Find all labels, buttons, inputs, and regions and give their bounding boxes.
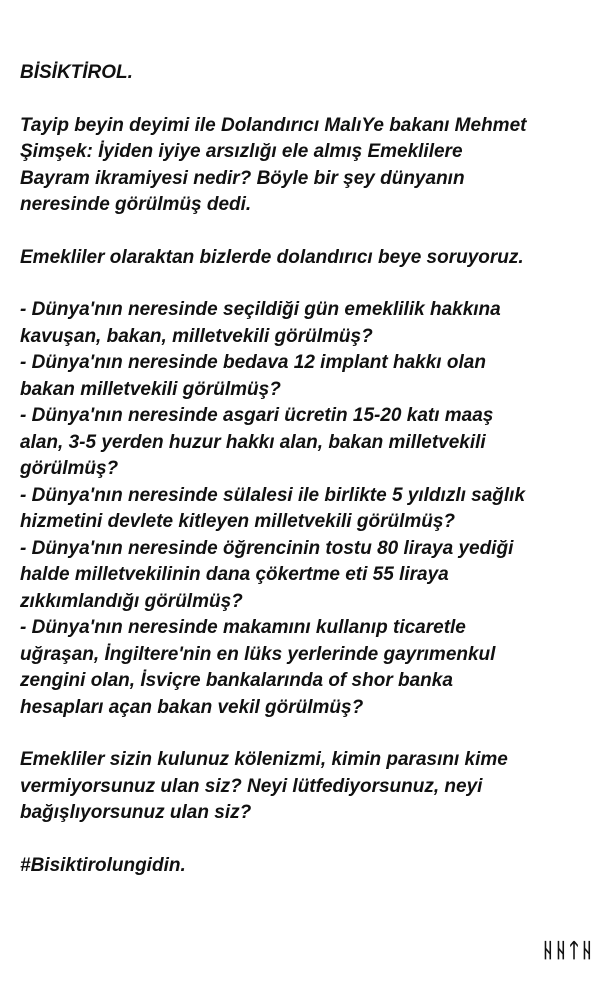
paragraph-question-lead xyxy=(20,245,600,272)
signature: ᚺᚺᛏᚺ xyxy=(542,938,594,962)
text-line: - Dünya'nın neresinde asgari ücretin 15-20 katı maaş xyxy=(20,405,494,426)
text-line: halde milletvekilinin dana çökertme eti 55 liraya xyxy=(20,564,449,585)
text-line: - Dünya'nın neresinde bedava 12 implant hakkı olan xyxy=(20,352,486,373)
text-line: neresinde görülmüş dedi. xyxy=(20,194,252,215)
text-line: Emekliler sizin kulunuz kölenizmi, kimin parasını kime xyxy=(20,749,508,770)
text-line: Bayram ikramiyesi nedir? Böyle bir şey dünyanın xyxy=(20,167,465,189)
text-line: vermiyorsunuz ulan siz? Neyi lütfediyorsunuz, neyi xyxy=(20,775,483,797)
text-line: Şimşek: İyiden iyiye arsızlığı ele almış Emeklilere xyxy=(20,141,463,162)
text-line: uğraşan, İngiltere'nin en lüks yerlerinde gayrımenkul xyxy=(20,643,496,665)
document-body xyxy=(20,60,600,905)
text-line: bağışlıyorsunuz ulan siz? xyxy=(20,802,252,823)
text-line: hesapları açan bakan vekil görülmüş? xyxy=(20,696,364,718)
document-title xyxy=(20,60,600,87)
text-line: - Dünya'nın neresinde sülalesi ile birlikte 5 yıldızlı sağlık xyxy=(20,484,526,506)
text-line: kavuşan, bakan, milletvekili görülmüş? xyxy=(20,325,373,347)
paragraph-closing xyxy=(20,747,600,827)
paragraph-hashtag xyxy=(20,853,600,880)
text-line: Emekliler olaraktan bizlerde dolandırıcı beye soruyoruz. xyxy=(20,246,524,268)
text-line: - Dünya'nın neresinde makamını kullanıp ticaretle xyxy=(20,617,466,638)
paragraph-questions xyxy=(20,297,600,721)
title-line: BİSİKTİROL. xyxy=(20,62,133,83)
text-line: - Dünya'nın neresinde öğrencinin tostu 80 liraya yediği xyxy=(20,537,514,559)
text-line: hizmetini devlete kitleyen milletvekili görülmüş? xyxy=(20,511,456,532)
hashtag-line: #Bisiktirolungidin. xyxy=(20,854,186,876)
text-line: zengini olan, İsviçre bankalarında of shor banka xyxy=(20,670,453,691)
text-line: alan, 3-5 yerden huzur hakkı alan, bakan milletvekili xyxy=(20,431,486,453)
paragraph-intro xyxy=(20,113,600,219)
text-line: görülmüş? xyxy=(20,458,119,479)
text-line: - Dünya'nın neresinde seçildiği gün emeklilik hakkına xyxy=(20,299,501,320)
text-line: bakan milletvekili görülmüş? xyxy=(20,378,281,400)
text-line: zıkkımlandığı görülmüş? xyxy=(20,590,243,612)
text-line: Tayip beyin deyimi ile Dolandırıcı MalıYe bakanı Mehmet xyxy=(20,114,527,136)
